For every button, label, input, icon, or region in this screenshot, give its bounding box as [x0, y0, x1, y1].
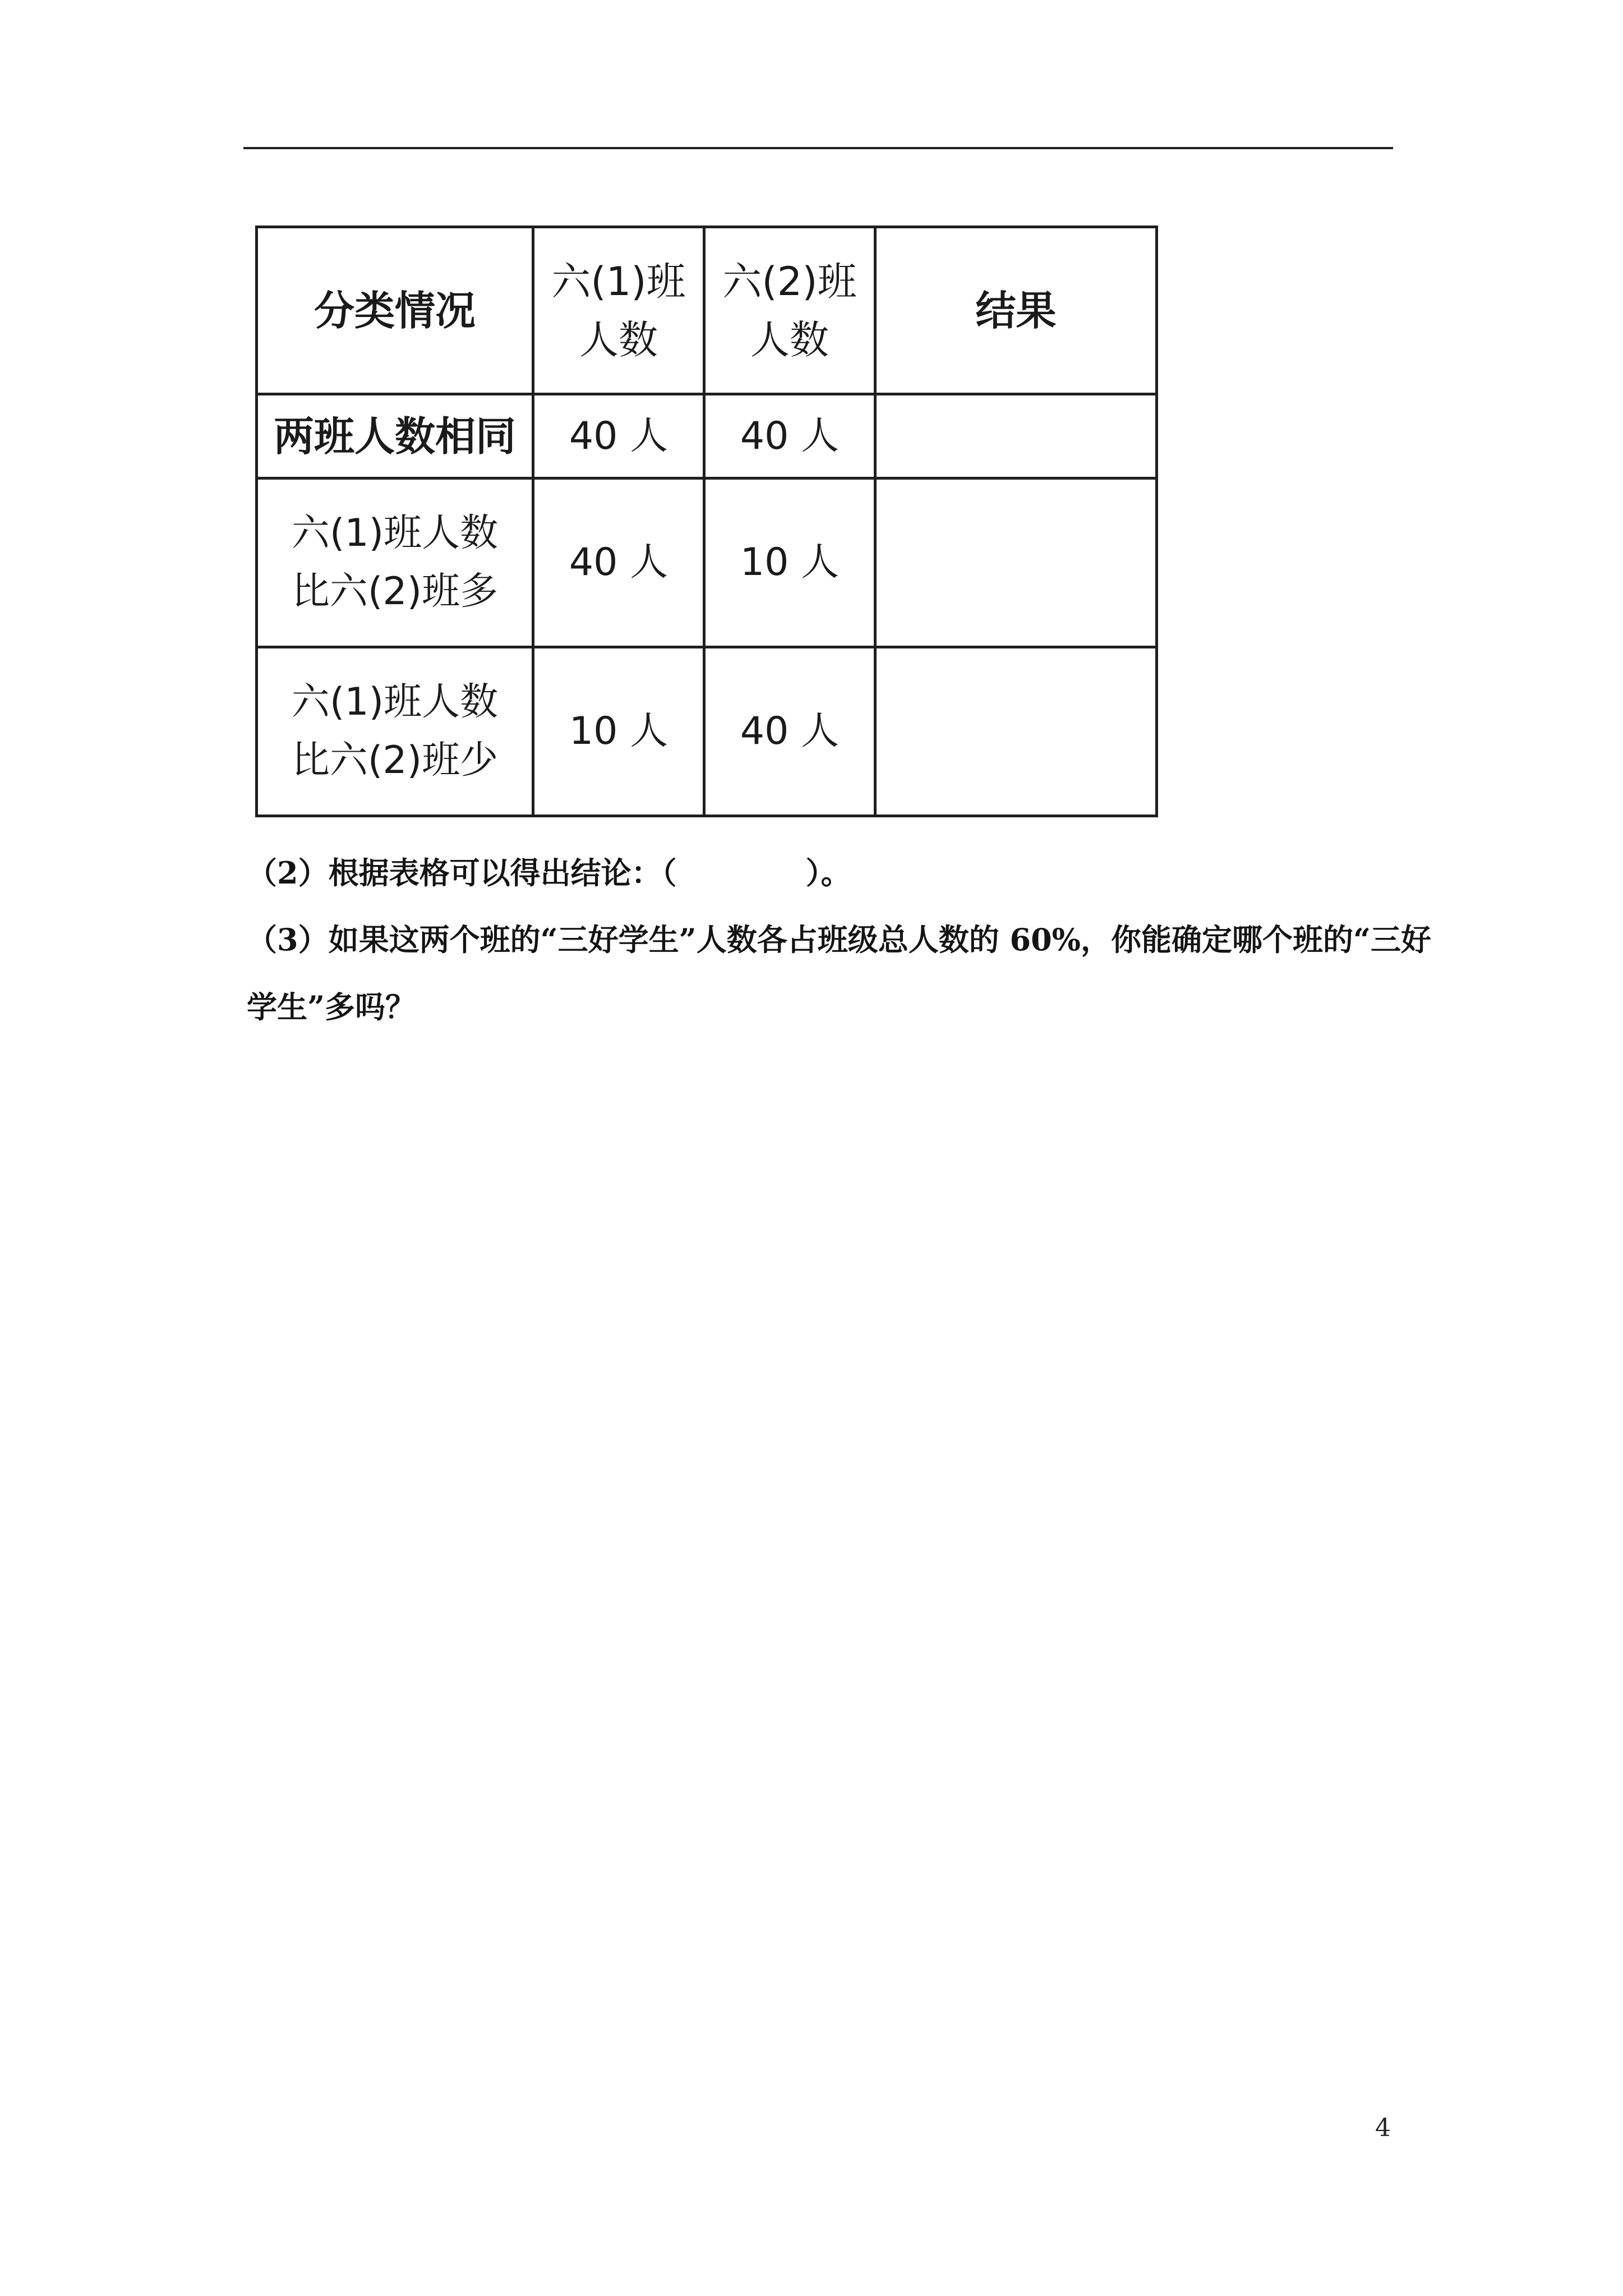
row-label	[257, 647, 533, 816]
page-number: 4	[1375, 2114, 1391, 2142]
row-result-blank[interactable]	[875, 394, 1157, 478]
row-class1-count: 10 人	[533, 647, 704, 816]
classification-table	[255, 226, 1158, 817]
header-rule	[243, 147, 1393, 149]
header-class1-line2: 人数	[579, 316, 658, 363]
header-class2-line2: 人数	[750, 316, 829, 363]
question-2	[247, 853, 851, 892]
header-class1	[533, 227, 704, 394]
header-class2-line1: 六(2)班	[722, 258, 857, 305]
header-class1-line1: 六(1)班	[551, 258, 686, 305]
row-class2-count: 40 人	[704, 647, 875, 816]
header-result: 结果	[875, 227, 1157, 394]
row-class2-count: 10 人	[704, 478, 875, 647]
row-result-blank[interactable]	[875, 478, 1157, 647]
question-3-line-2: 学生”多吗？	[247, 989, 416, 1025]
row-class1-count: 40 人	[533, 478, 704, 647]
row-label-line2: 比六(2)班少	[291, 738, 499, 783]
table-row	[257, 394, 1157, 478]
header-class2	[704, 227, 875, 394]
table-row	[257, 478, 1157, 647]
table-header-row	[257, 227, 1157, 394]
table-row	[257, 647, 1157, 816]
row-class1-count: 40 人	[533, 394, 704, 478]
row-result-blank[interactable]	[875, 647, 1157, 816]
row-label-line2: 比六(2)班多	[291, 569, 499, 614]
question-2-suffix: ）。	[805, 855, 851, 891]
row-class2-count: 40 人	[704, 394, 875, 478]
question-2-prefix: （2）根据表格可以得出结论：（	[247, 855, 677, 891]
question-3-line-1: （3）如果这两个班的“三好学生”人数各占班级总人数的 60%，你能确定哪个班的“三好	[247, 922, 1432, 958]
row-label	[257, 478, 533, 647]
row-label: 两班人数相同	[257, 394, 533, 478]
header-category: 分类情况	[257, 227, 533, 394]
row-label-line1: 六(1)班人数	[291, 680, 499, 724]
row-label-line1: 六(1)班人数	[291, 511, 499, 555]
classification-table-container	[255, 226, 1155, 815]
